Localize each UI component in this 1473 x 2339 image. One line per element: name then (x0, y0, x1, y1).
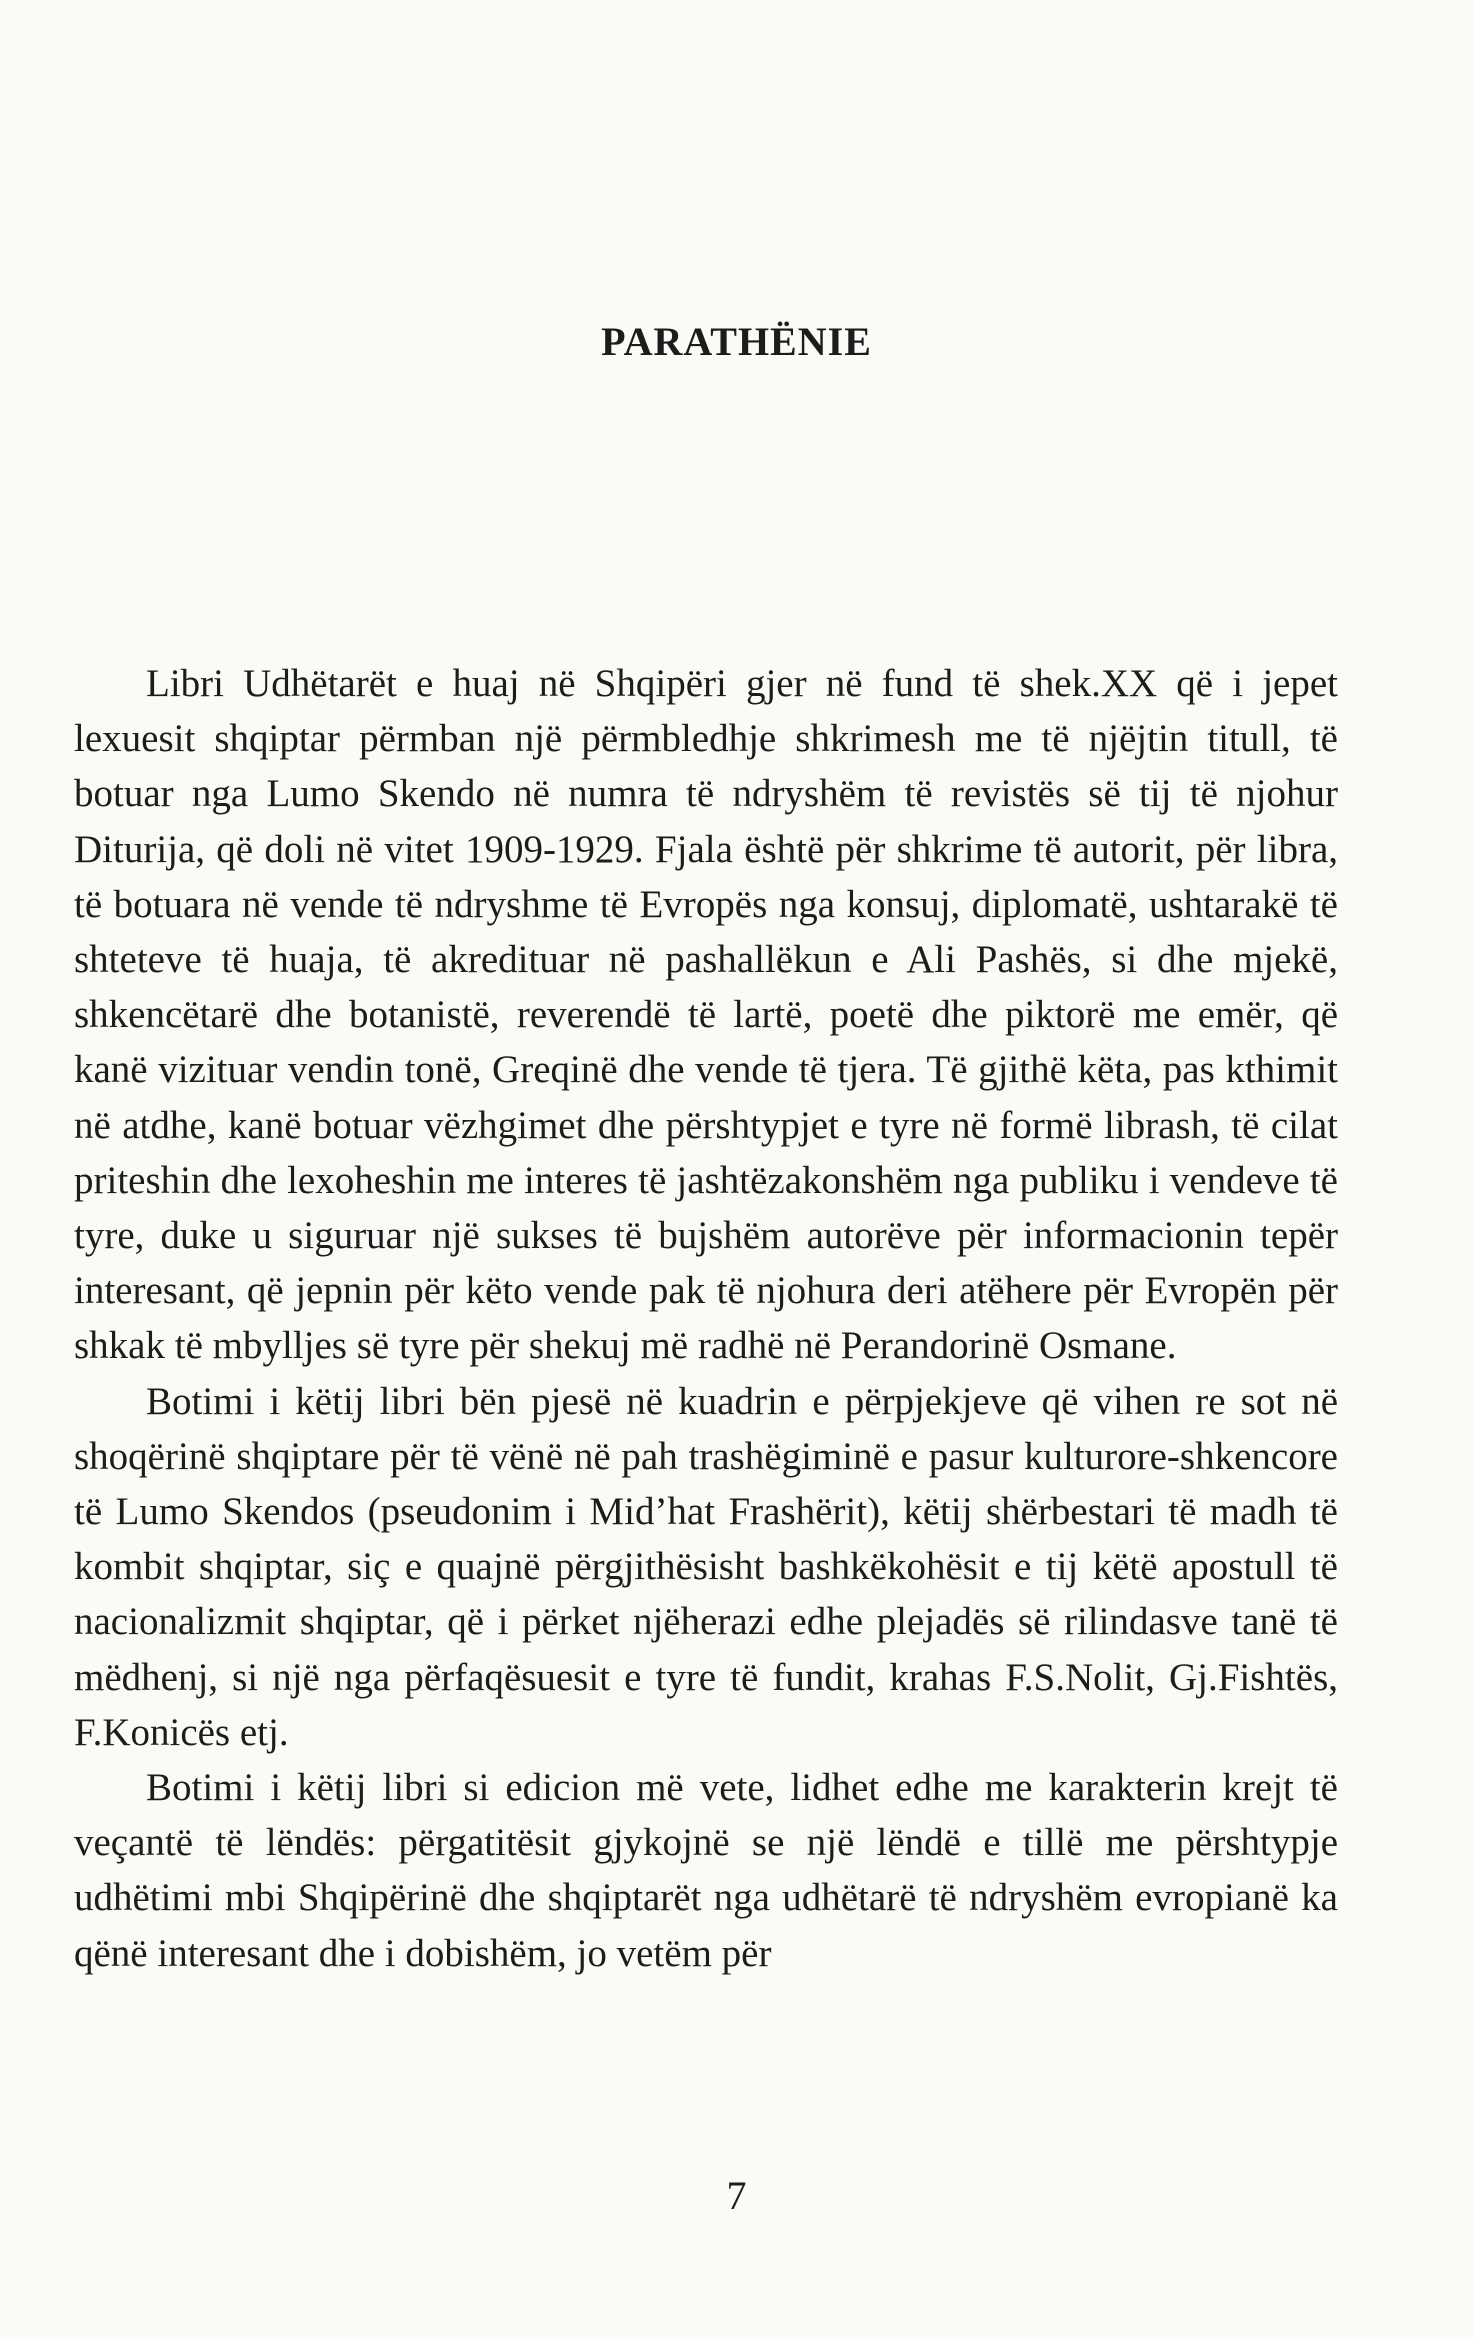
body-text (74, 656, 1338, 1981)
page-number: 7 (726, 2173, 747, 2218)
paragraph-2: Botimi i këtij libri bën pjesë në kuadrin e përpjekjeve që vihen re sot në shoqërinë shqiptare për të vënë në pah trashëgiminë e pasur kulturore-shkencore të Lumo Skendos (pseudonim i Mid’hat Frashërit), këtij shërbestari të madh të kombit shqiptar, siç e quajnë përgjithësisht bashkëkohësit e tij këtë apostull të nacionalizmit shqiptar, që i përket njëherazi edhe plejadës së rilindasve tanë të mëdhenj, si një nga përfaqësuesit e tyre të fundit, krahas F.S.Nolit, Gj.Fishtës, F.Konicës etj. (74, 1379, 1338, 1754)
paragraph-3: Botimi i këtij libri si edicion më vete, lidhet edhe me karakterin krejt të veçantë të lëndës: përgatitësit gjykojnë se një lëndë e tillë me përshtypje udhëtimi mbi Shqipërinë dhe shqiptarët nga udhëtarë të ndryshëm evropianë ka qënë interesant dhe i dobishëm, jo vetëm për (74, 1766, 1338, 1975)
paragraph-1: Libri Udhëtarët e huaj në Shqipëri gjer në fund të shek.XX që i jepet lexuesit shqiptar përmban një përmbledhje shkrimesh me të njëjtin titull, të botuar nga Lumo Skendo në numra të ndryshëm të revistës së tij të njohur Diturija, që doli në vitet 1909-1929. Fjala është për shkrime të autorit, për libra, të botuara në vende të ndryshme të Evropës nga konsuj, diplomatë, ushtarakë të shteteve të huaja, të akredituar në pashallëkun e Ali Pashës, si dhe mjekë, shkencëtarë dhe botanistë, reverendë të lartë, poetë dhe piktorë me emër, që kanë vizituar vendin tonë, Greqinë dhe vende të tjera. Të gjithë këta, pas kthimit në atdhe, kanë botuar vëzhgimet dhe përshtypjet e tyre në formë librash, të cilat priteshin dhe lexoheshin me interes të jashtëzakonshëm nga publiku i vendeve të tyre, duke u siguruar një sukses të bujshëm autorëve për informacionin tepër interesant, që jepnin për këto vende pak të njohura deri atëhere për Evropën për shkak të mbylljes së tyre për shekuj më radhë në Perandorinë Osmane. (74, 662, 1338, 1368)
page-title: PARATHËNIE (601, 319, 872, 364)
